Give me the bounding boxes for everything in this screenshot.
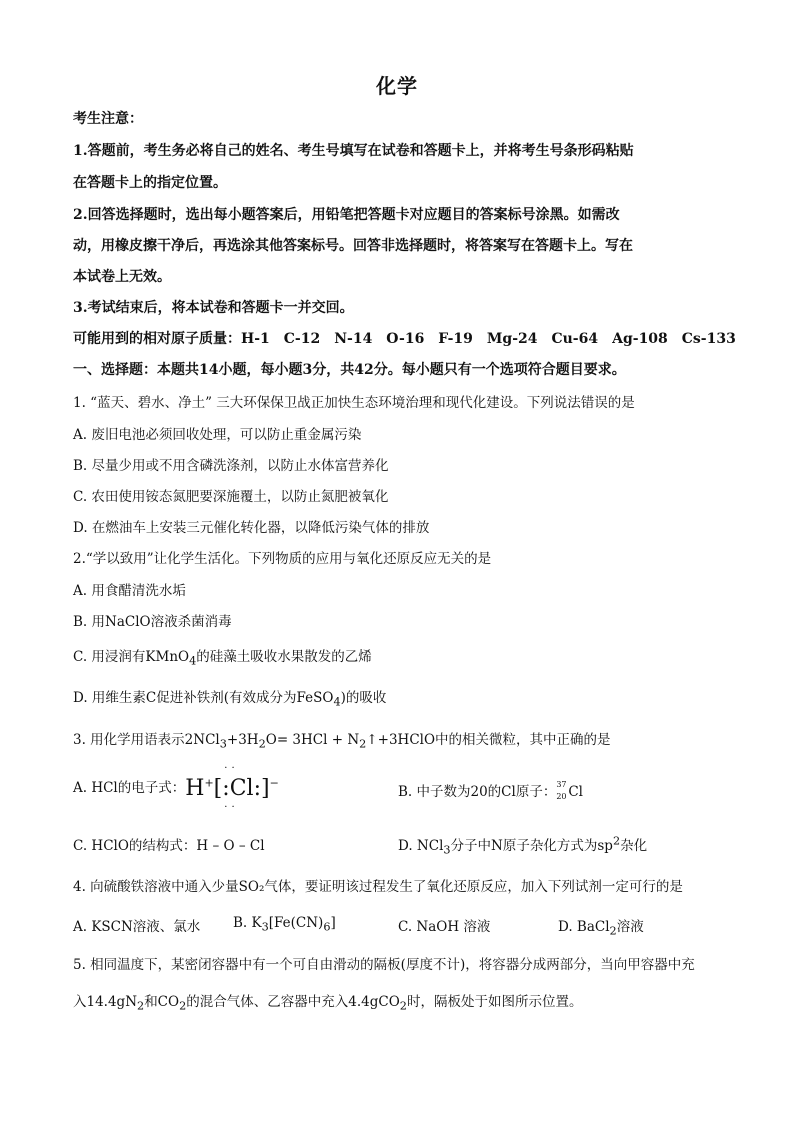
question-2-option-d (73, 686, 723, 709)
electron-formula: H+[ ·· :Cl: ·· ]− (185, 763, 279, 813)
q3-d-sup: 2 (612, 834, 621, 848)
question-1-option-a: A. 废旧电池必须回收处理，可以防止重金属污染 (73, 427, 362, 443)
q5-sub1: 2 (137, 999, 145, 1013)
q3-stem-sub2: 2 (258, 737, 266, 751)
question-2-option-b: B. 用NaClO溶液杀菌消毒 (73, 614, 232, 630)
q3-b-label: B. 中子数为20的Cl原子： (398, 784, 557, 800)
question-3-option-c: C. HClO的结构式：H – O – Cl (73, 838, 265, 854)
q4-d-sub: 2 (609, 924, 617, 938)
q3-d-sub: 3 (443, 843, 451, 857)
page-title: 化学 (376, 74, 418, 98)
question-3-option-a (73, 763, 279, 813)
q3-stem-sub3: 2 (359, 737, 367, 751)
notice-heading: 考生注意： (73, 111, 143, 127)
question-4-option-a: A. KSCN溶液、氯水 (73, 919, 201, 935)
q3-d-mid: 分子中N原子杂化方式为sp (450, 838, 613, 854)
question-3-option-b (398, 780, 583, 802)
question-4-option-c: C. NaOH 溶液 (398, 919, 491, 935)
question-2-option-c (73, 645, 723, 668)
q3-d-post: 杂化 (620, 838, 648, 854)
question-3-stem (73, 728, 723, 751)
q3-stem-mid2: O= 3HCl + N (265, 732, 360, 748)
question-4-options (73, 915, 723, 937)
cl-with-dots: ·· :Cl: ·· (222, 763, 261, 813)
q4-d-pre: D. BaCl (558, 919, 610, 935)
q2-d-text: D. 用维生素C促进补铁剂(有效成分为FeSO (73, 690, 334, 706)
q3-stem-mid1: +3H (226, 732, 259, 748)
question-3-row-ab (73, 763, 723, 813)
q5-sub2: 2 (179, 999, 187, 1013)
section-heading: 一、选择题：本题共14小题，每小题3分，共42分。每小题只有一个选项符合题目要求。 (73, 362, 626, 378)
q4-b-sub2: 6 (323, 920, 331, 934)
notice-item-1-cont: 在答题卡上的指定位置。 (73, 175, 227, 191)
question-1-option-b: B. 尽量少用或不用含磷洗涤剂，以防止水体富营养化 (73, 458, 389, 474)
q5-text-mid1: 和CO (144, 994, 180, 1010)
q4-d-post: 溶液 (616, 919, 644, 935)
question-5-line-1: 5. 相同温度下，某密闭容器中有一个可自由滑动的隔板(厚度不计)，将容器分成两部分，当向甲容器中充 (73, 957, 695, 973)
q2-d-text-post: )的吸收 (340, 690, 387, 706)
question-2-option-a: A. 用食醋清洗水垢 (73, 583, 186, 599)
q3-b-z: 20 (556, 791, 567, 801)
q3-stem-post: ↑+3HClO中的相关微粒，其中正确的是 (366, 732, 611, 748)
question-1-stem: 1. “蓝天、碧水、净土” 三大环保保卫战正加快生态环境治理和现代化建设。下列说法错误的是 (73, 395, 635, 411)
notice-item-2-end: 本试卷上无效。 (73, 269, 171, 285)
q5-sub3: 2 (399, 999, 407, 1013)
question-3-option-d (398, 834, 647, 857)
notice-item-2: 2.回答选择题时，选出每小题答案后，用铅笔把答题卡对应题目的答案标号涂黑。如需改 (73, 207, 620, 223)
q2-c-text-post: 的硅藻土吸收水果散发的乙烯 (196, 649, 372, 665)
q4-b-post: ] (330, 915, 336, 931)
atomic-masses: 可能用到的相对原子质量：H-1 C-12 N-14 O-16 F-19 Mg-24 Cu-64 Ag-108 Cs-133 (73, 331, 736, 347)
q3-b-mass: 37 (556, 779, 567, 789)
q3-d-text: D. NCl (398, 838, 444, 854)
question-1-option-d: D. 在燃油车上安装三元催化转化器，以降低污染气体的排放 (73, 520, 430, 536)
question-5-line-2 (73, 990, 723, 1013)
question-4-option-d (558, 915, 644, 938)
question-4-option-b (233, 915, 336, 934)
q3-stem-text: 3. 用化学用语表示2NCl (73, 732, 220, 748)
q2-c-sub: 4 (189, 654, 197, 668)
q4-b-pre: B. K (233, 915, 262, 931)
q2-d-sub: 4 (333, 695, 341, 709)
q3-a-h: H (185, 776, 205, 801)
q5-text-post: 时，隔板处于如图所示位置。 (406, 994, 583, 1010)
notice-item-1: 1.答题前，考生务必将自己的姓名、考生号填写在试卷和答题卡上，并将考生号条形码粘贴 (73, 143, 634, 159)
q4-b-mid: [Fe(CN) (268, 915, 324, 931)
question-2-stem: 2.“学以致用”让化学生活化。下列物质的应用与氧化还原反应无关的是 (73, 551, 492, 567)
q4-b-sub1: 3 (261, 920, 269, 934)
q3-a-cl: Cl (229, 776, 254, 801)
q3-a-label: A. HCl的电子式： (73, 780, 186, 796)
question-4-stem: 4. 向硫酸铁溶液中通入少量SO₂气体，要证明该过程发生了氧化还原反应，加入下列试剂一定可行的是 (73, 879, 683, 895)
question-1-option-c: C. 农田使用铵态氮肥要深施覆土，以防止氮肥被氧化 (73, 489, 389, 505)
q3-b-symbol: Cl (568, 784, 583, 800)
q5-text-mid2: 的混合气体、乙容器中充入4.4gCO (186, 994, 400, 1010)
q5-text-pre: 入14.4gN (73, 994, 138, 1010)
q3-stem-sub1: 3 (219, 737, 227, 751)
q2-c-text: C. 用浸润有KMnO (73, 649, 190, 665)
nuclide-numbers (556, 779, 568, 802)
question-3-row-cd (73, 834, 723, 857)
notice-item-3: 3.考试结束后，将本试卷和答题卡一并交回。 (73, 300, 354, 316)
notice-item-2-cont: 动，用橡皮擦干净后，再选涂其他答案标号。回答非选择题时，将答案写在答题卡上。写在 (73, 238, 633, 254)
